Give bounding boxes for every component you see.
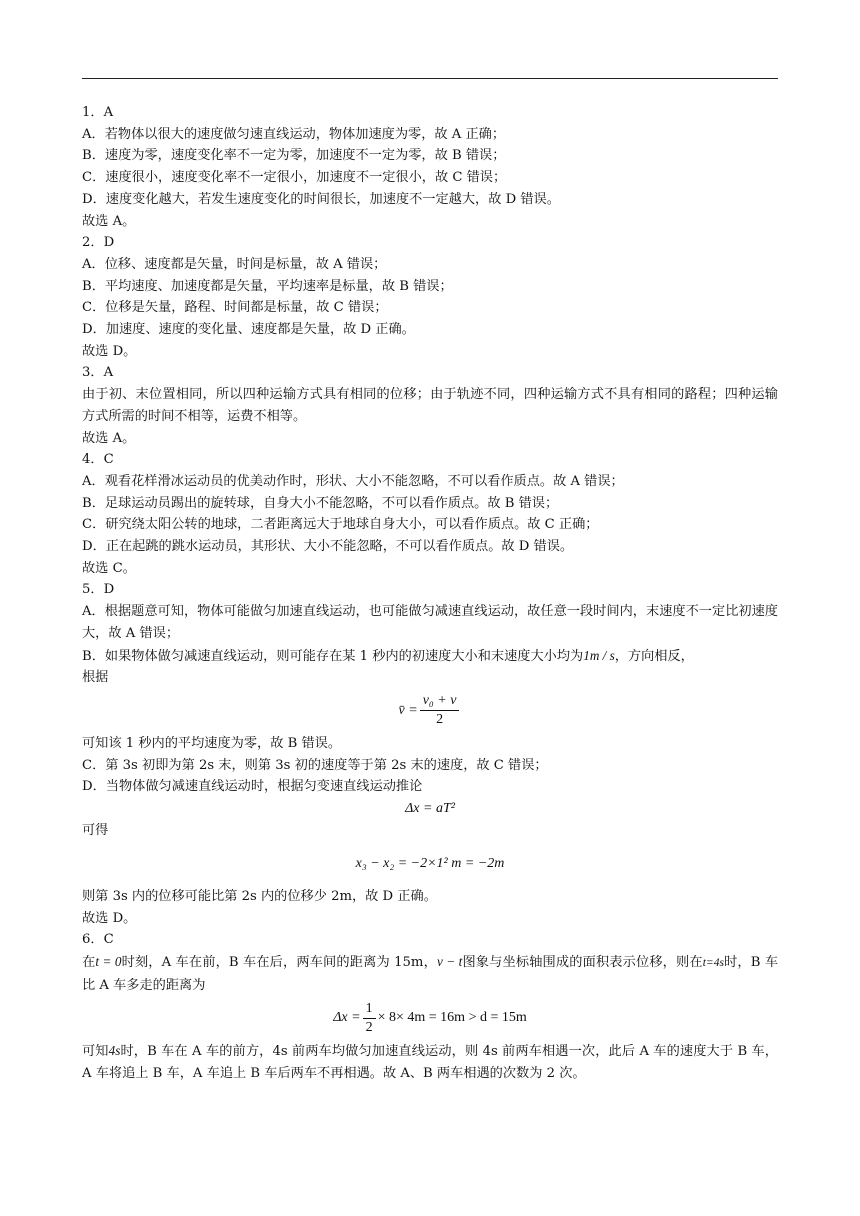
answer-5-option-c: C．第 3s 初即为第 2s 末，则第 3s 初的速度等于第 2s 末的速度，故 C 错误； (82, 757, 548, 773)
vt-graph-label: v − t (436, 953, 463, 969)
answer-4-option-c: C．研究绕太阳公转的地球，二者距离远大于地球自身大小，可以看作质点。故 C 正确； (82, 517, 599, 533)
answer-2-option-d: D．加速度、速度的变化量、速度都是矢量，故 D 正确。 (82, 322, 415, 338)
formula-distance-denominator: 2 (365, 1019, 373, 1035)
answer-6-text-1: 在 (82, 954, 96, 970)
time-4s: 4s (108, 1043, 121, 1059)
answer-1-option-d: D．速度变化越大，若发生速度变化的时间很长，加速度不一定越大，故 D 错误。 (82, 191, 560, 207)
answer-4-conclusion: 故选 C。 (82, 560, 136, 576)
formula-average-velocity-fraction (420, 692, 460, 729)
formula-average-velocity-lhs: v̄ = (398, 703, 418, 719)
answer-5-option-b-according: 根据 (82, 670, 109, 686)
answer-1-option-b: B．速度为零，速度变化率不一定为零，加速度不一定为零，故 B 错误； (82, 148, 506, 164)
formula-x3-minus-x2: x₃ − x₂ = −2×1² m = −2m (355, 855, 505, 871)
time-zero: t = 0 (95, 953, 122, 969)
answer-4-heading: 4．C (82, 452, 114, 468)
formula-distance-rhs: × 8× 4m = 16m > d = 15m (377, 1010, 527, 1026)
answer-5-option-b-text: B．如果物体做匀减速直线运动，则可能存在某 1 秒内的初速度大小和末速度大小均为 (82, 648, 584, 664)
answer-2-heading: 2．D (82, 235, 115, 251)
answer-3-conclusion: 故选 A。 (82, 430, 136, 446)
answer-5-option-a: A．根据题意可知，物体可能做匀加速直线运动，也可能做匀减速直线运动，故任意一段时间内，末速度不一定比初速度大，故 A 错误； (82, 604, 778, 641)
formula-average-velocity-denominator: 2 (436, 712, 444, 728)
formula-average-velocity-numerator: v₀ + v (420, 692, 460, 711)
answer-6-concl-2: 时，B 车在 A 车的前方，4s 前两车均做匀加速直线运动，则 4s 前两车相遇一次，此后 A 车的速度大于 B 车，A 车将追上 B 车，A 车追上 B 车后两车不再相遇。故 A、B 两车相遇的次数为 2 次。 (82, 1044, 778, 1082)
answer-1-heading: 1．A (82, 105, 114, 120)
answer-5-option-d-obtain: 可得 (82, 823, 109, 839)
answer-6-explanation (82, 951, 778, 996)
answer-2-option-c: C．位移是矢量，路程、时间都是标量，故 C 错误； (82, 300, 388, 316)
answer-1-conclusion: 故选 A。 (82, 213, 136, 229)
answer-5-heading: 5．D (82, 582, 115, 598)
answer-6-conclusion (82, 1040, 778, 1084)
answer-3-heading: 3．A (82, 365, 114, 381)
answer-2-option-b: B．平均速度、加速度都是矢量，平均速率是标量，故 B 错误； (82, 278, 453, 294)
answer-4-option-a: A．观看花样滑冰运动员的优美动作时，形状、大小不能忽略，不可以看作质点。故 A 错误； (82, 473, 624, 489)
formula-distance-numerator: 1 (363, 1000, 376, 1019)
answer-5-option-d: D．当物体做匀减速直线运动时，根据匀变速直线运动推论 (82, 779, 423, 795)
answer-6-text-2: 时刻，A 车在前，B 车在后，两车间的距离为 15m， (121, 954, 437, 970)
answer-4-option-d: D．正在起跳的跳水运动员，其形状、大小不能忽略，不可以看作质点。故 D 错误。 (82, 539, 574, 555)
formula-distance-difference (82, 996, 778, 1040)
answer-2-option-a: A．位移、速度都是矢量，时间是标量，故 A 错误； (82, 256, 387, 272)
answer-1-option-c: C．速度很小，速度变化率不一定很小，加速度不一定很小，故 C 错误； (82, 170, 507, 186)
answer-4-option-b: B．足球运动员踢出的旋转球，自身大小不能忽略，不可以看作质点。故 B 错误； (82, 495, 559, 511)
formula-distance-fraction (363, 1000, 376, 1037)
answer-2-conclusion: 故选 D。 (82, 343, 137, 359)
answer-5-conclusion: 故选 D。 (82, 910, 137, 926)
formula-displacement-difference: Δx = aT² (405, 801, 455, 817)
velocity-unit: 1m / s (583, 647, 615, 663)
time-four: t=4s (702, 956, 724, 969)
answer-document (82, 102, 778, 1085)
answer-5-option-b-tail: ，方向相反， (614, 648, 694, 664)
header-rule (82, 78, 778, 79)
answer-1-option-a: A．若物体以很大的速度做匀速直线运动，物体加速度为零，故 A 正确； (82, 126, 506, 142)
answer-6-text-4: 时，B 车比 A 车多走的距离为 (82, 954, 779, 993)
formula-distance-lhs: Δx = (333, 1010, 361, 1026)
answer-6-heading: 6．C (82, 932, 114, 948)
answer-3-explanation: 由于初、末位置相同，所以四种运输方式具有相同的位移；由于轨迹不同，四种运输方式不具有相同的路程；四种运输方式所需的时间不相等，运费不相等。 (82, 387, 778, 424)
answer-6-text-3: 图象与坐标轴围成的面积表示位移，则在 (462, 954, 703, 970)
answer-6-concl-1: 可知 (82, 1044, 109, 1060)
answer-5-option-b (82, 645, 778, 668)
formula-average-velocity (82, 689, 778, 733)
answer-5-option-b-conclusion: 可知该 1 秒内的平均速度为零，故 B 错误。 (82, 735, 342, 751)
answer-5-option-d-conclusion: 则第 3s 内的位移可能比第 2s 内的位移少 2m，故 D 正确。 (82, 888, 437, 904)
